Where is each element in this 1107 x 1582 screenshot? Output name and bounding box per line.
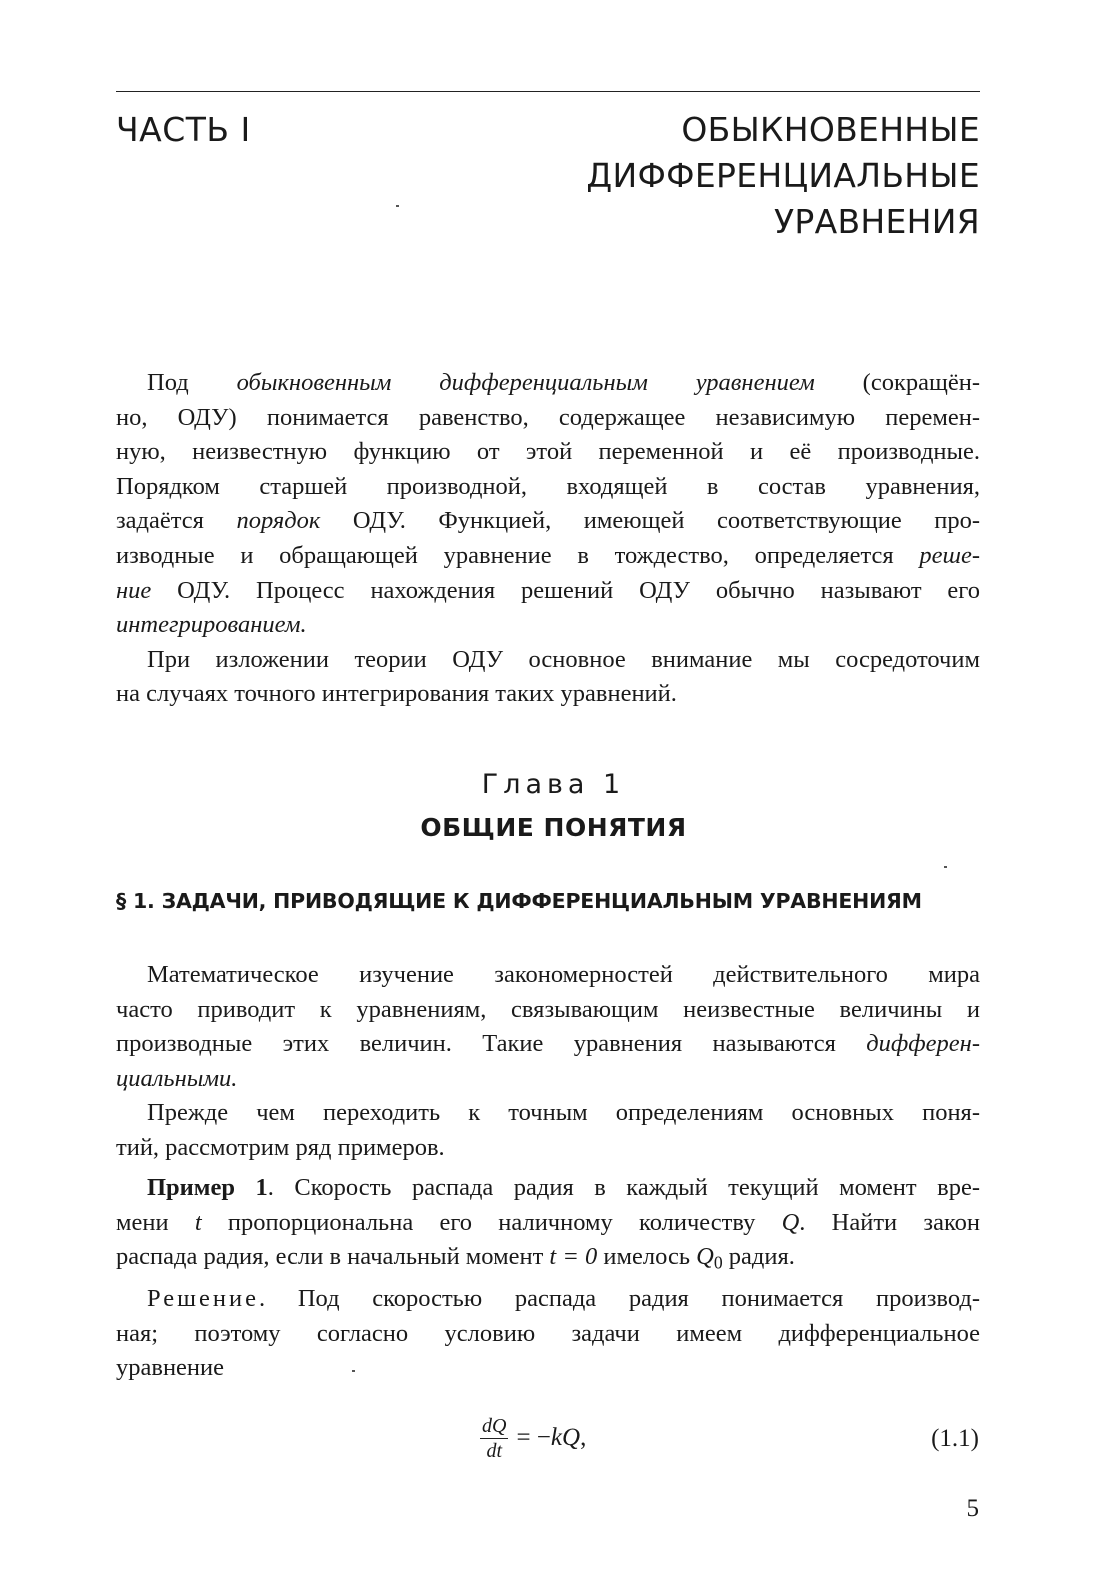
chapter-number: Глава 1 (481, 769, 626, 800)
text-line: Математическое изучение закономерностей действительного мира (147, 961, 980, 988)
solution-label: Решение (147, 1285, 260, 1312)
text-line: распада радия, если в начальный момент t = 0 имелось $Q_0$ радия. (116, 1243, 795, 1273)
page-number: 5 (966, 1495, 979, 1522)
text-line: При изложении теории ОДУ основное внимание мы сосредоточим (147, 645, 980, 673)
text-line: задаётся порядок ОДУ. Функцией, имеющей соответствующие про- (116, 507, 981, 535)
example-block (116, 1171, 980, 1280)
solution-paragraph (116, 1282, 980, 1386)
fraction-denominator: dt (486, 1439, 502, 1462)
text-line: тий, рассмотрим ряд примеров. (116, 1133, 445, 1161)
text-line: производные этих величин. Такие уравнения называются дифферен- (116, 1030, 980, 1058)
chapter-title: ОБЩИЕ ПОНЯТИЯ (420, 813, 687, 842)
text-line: изводные и обращающей уравнение в тождество, определяется реше- (116, 541, 980, 569)
text-line: Под обыкновенным дифференциальным уравнением (сокращён- (147, 369, 980, 396)
fraction (480, 1414, 508, 1463)
intro-paragraph-2 (116, 643, 980, 712)
section-title: § 1. ЗАДАЧИ, ПРИВОДЯЩИЕ К ДИФФЕРЕНЦИАЛЬНЫМ УРАВНЕНИЯМ (116, 889, 922, 913)
text-line: Порядком старшей производной, входящей в состав уравнения, (116, 472, 980, 500)
body-text (116, 958, 980, 1166)
example-label: Пример 1 (147, 1174, 268, 1201)
text-line: ная; поэтому согласно условию задачи имеем дифференциальное (116, 1319, 980, 1347)
scan-speck (944, 866, 947, 868)
equation-1-1 (480, 1408, 586, 1468)
top-rule (116, 91, 980, 92)
scan-speck (352, 1370, 355, 1372)
part-title-line: УРАВНЕНИЯ (773, 202, 980, 241)
text-line: интегрированием. (116, 611, 307, 639)
intro-paragraph-1 (116, 366, 980, 643)
part-label: ЧАСТЬ I (116, 110, 251, 149)
part-title-line: ДИФФЕРЕНЦИАЛЬНЫЕ (586, 156, 980, 195)
intro-text (116, 366, 980, 712)
text-line: уравнение (116, 1354, 225, 1382)
text-line: часто приводит к уравнениям, связывающим неизвестные величины и (116, 995, 980, 1023)
solution-block (116, 1282, 980, 1386)
text-line: Прежде чем переходить к точным определениям основных поня- (147, 1099, 980, 1127)
body-paragraph-1 (116, 958, 980, 1096)
formula-rhs: = −kQ, (516, 1424, 587, 1451)
text-line: мени t пропорциональна его наличному количеству Q. Найти закон (116, 1208, 980, 1236)
equation-number: (1.1) (931, 1425, 979, 1452)
text-line: Пример 1. Скорость распада радия в каждый текущий момент вре- (147, 1174, 980, 1201)
text-line: циальными. (116, 1064, 238, 1092)
body-paragraph-2 (116, 1096, 980, 1165)
text-line: ную, неизвестную функцию от этой переменной и её производные. (116, 438, 980, 466)
text-line: Решение. Под скоростью распада радия понимается производ- (147, 1285, 980, 1312)
text-line: на случаях точного интегрирования таких уравнений. (116, 680, 677, 708)
example-paragraph (116, 1171, 980, 1280)
text-line: но, ОДУ) понимается равенство, содержащее независимую перемен- (116, 403, 980, 431)
part-title-line: ОБЫКНОВЕННЫЕ (681, 110, 980, 149)
part-title (586, 107, 980, 245)
scan-speck (396, 205, 399, 207)
text-line: ние ОДУ. Процесс нахождения решений ОДУ обычно называют его (116, 576, 980, 604)
fraction-numerator: dQ (482, 1414, 507, 1437)
